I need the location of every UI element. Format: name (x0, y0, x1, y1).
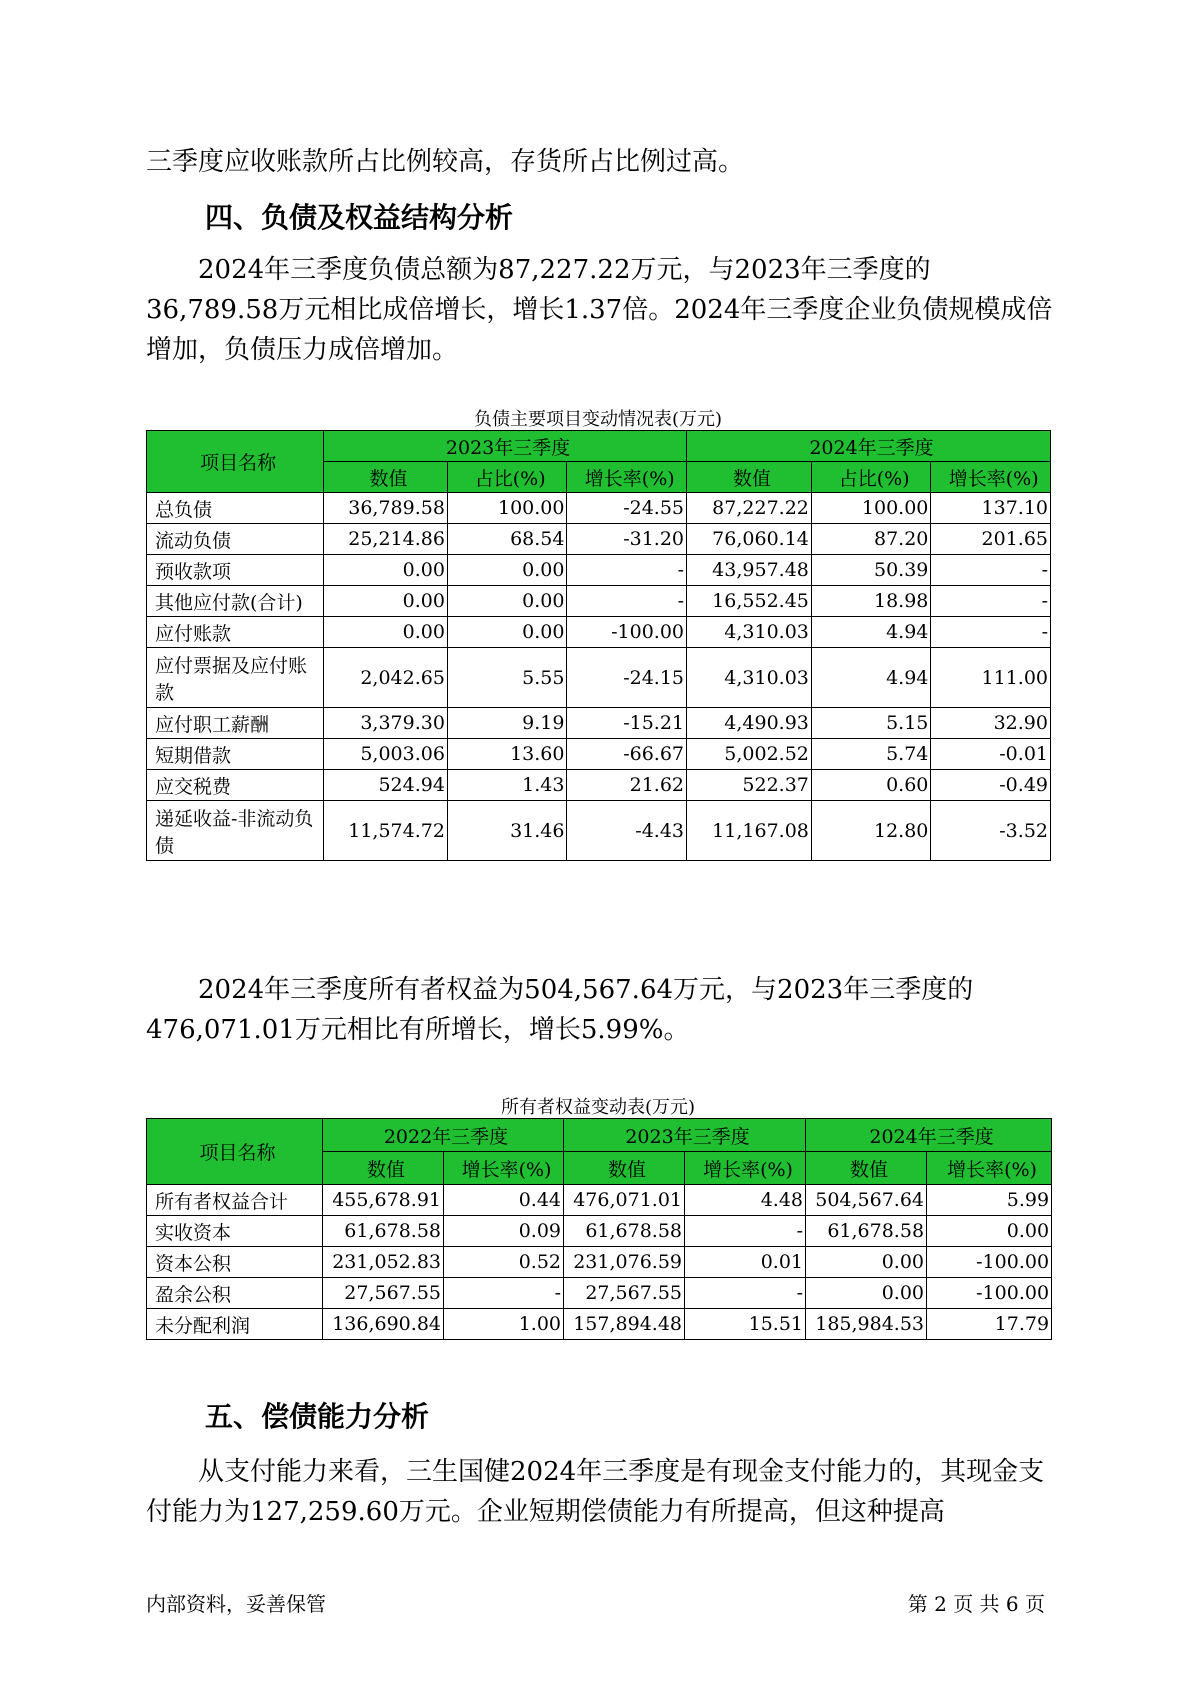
intro-tail-paragraph: 三季度应收账款所占比例较高，存货所占比例过高。 (146, 147, 745, 177)
table-row (147, 739, 1051, 770)
table-cell: 4.48 (685, 1185, 806, 1216)
row-label: 短期借款 (147, 739, 324, 770)
table-cell: 0.00 (806, 1247, 927, 1278)
table-cell: 201.65 (931, 524, 1051, 555)
table-cell: 13.60 (447, 739, 567, 770)
table-1-caption: 负债主要项目变动情况表(万元) (473, 409, 723, 430)
table-cell: 0.00 (324, 555, 448, 586)
row-label: 应付票据及应付账款 (147, 648, 324, 708)
table-cell: - (931, 617, 1051, 648)
table-cell: 157,894.48 (564, 1309, 685, 1340)
group-header: 2023年三季度 (564, 1119, 806, 1152)
table-row (147, 1216, 1052, 1247)
table-row (147, 801, 1051, 861)
table-cell: 17.79 (927, 1309, 1052, 1340)
table-cell: 5.15 (811, 708, 931, 739)
equity-table (146, 1118, 1052, 1340)
table-cell: 0.52 (444, 1247, 564, 1278)
row-label: 应付账款 (147, 617, 324, 648)
table-cell: -66.67 (567, 739, 687, 770)
sub-header: 数值 (323, 1152, 444, 1185)
sub-header: 增长率(%) (931, 462, 1051, 493)
table-cell: 524.94 (324, 770, 448, 801)
table-cell: 137.10 (931, 493, 1051, 524)
table-cell: -24.15 (567, 648, 687, 708)
table-cell: -4.43 (567, 801, 687, 861)
table-cell: 4.94 (811, 617, 931, 648)
table-cell: 61,678.58 (806, 1216, 927, 1247)
table-cell: -3.52 (931, 801, 1051, 861)
table-cell: 0.60 (811, 770, 931, 801)
table-cell: 136,690.84 (323, 1309, 444, 1340)
table-cell: 0.01 (685, 1247, 806, 1278)
row-label: 预收款项 (147, 555, 324, 586)
table-cell: 4.94 (811, 648, 931, 708)
table-cell: 1.00 (444, 1309, 564, 1340)
section-4-paragraph-2: 2024年三季度所有者权益为504,567.64万元，与2023年三季度的476,071.01万元相比有所增长，增长5.99%。 (146, 975, 974, 1045)
table-cell: -100.00 (927, 1278, 1052, 1309)
table-cell: 43,957.48 (687, 555, 812, 586)
table-cell: 32.90 (931, 708, 1051, 739)
liability-table (146, 430, 1051, 861)
table-cell: 87,227.22 (687, 493, 812, 524)
table-cell: 0.09 (444, 1216, 564, 1247)
table-cell: - (931, 555, 1051, 586)
table-row (147, 586, 1051, 617)
group-header: 2024年三季度 (806, 1119, 1052, 1152)
footer-confidential-note: 内部资料，妥善保管 (146, 1592, 326, 1616)
table-cell: 5.99 (927, 1185, 1052, 1216)
table-cell: -100.00 (927, 1247, 1052, 1278)
footer-page-number: 第 2 页 共 6 页 (907, 1592, 1045, 1616)
sub-header: 数值 (324, 462, 448, 493)
group-header: 2022年三季度 (323, 1119, 564, 1152)
section-4-paragraph-1: 2024年三季度负债总额为87,227.22万元，与2023年三季度的36,789.58万元相比成倍增长，增长1.37倍。2024年三季度企业负债规模成倍增加，负债压力成倍增加。 (146, 255, 1053, 365)
table-cell: 15.51 (685, 1309, 806, 1340)
table-row (147, 555, 1051, 586)
table-cell: 4,310.03 (687, 648, 812, 708)
table-cell: - (931, 586, 1051, 617)
table-cell: 36,789.58 (324, 493, 448, 524)
table-cell: 476,071.01 (564, 1185, 685, 1216)
table-cell: 0.44 (444, 1185, 564, 1216)
row-label: 递延收益-非流动负债 (147, 801, 324, 861)
table-cell: 61,678.58 (564, 1216, 685, 1247)
table-cell: 231,052.83 (323, 1247, 444, 1278)
table-cell: - (567, 586, 687, 617)
table-cell: 455,678.91 (323, 1185, 444, 1216)
row-label: 应交税费 (147, 770, 324, 801)
table-cell: 5.74 (811, 739, 931, 770)
table-row (147, 1309, 1052, 1340)
table-cell: 12.80 (811, 801, 931, 861)
section-4-heading: 四、负债及权益结构分析 (205, 201, 514, 234)
table-cell: - (567, 555, 687, 586)
row-label: 未分配利润 (147, 1309, 323, 1340)
row-label: 所有者权益合计 (147, 1185, 323, 1216)
table-cell: -0.01 (931, 739, 1051, 770)
table-cell: -24.55 (567, 493, 687, 524)
table-row (147, 1278, 1052, 1309)
table-cell: 100.00 (447, 493, 567, 524)
group-header: 2023年三季度 (324, 431, 687, 462)
table-cell: - (444, 1278, 564, 1309)
table-cell: 111.00 (931, 648, 1051, 708)
sub-header: 占比(%) (447, 462, 567, 493)
table-cell: 0.00 (447, 586, 567, 617)
sub-header: 增长率(%) (927, 1152, 1052, 1185)
table-cell: -31.20 (567, 524, 687, 555)
section-5-paragraph-1: 从支付能力来看，三生国健2024年三季度是有现金支付能力的，其现金支付能力为127,259.60万元。企业短期偿债能力有所提高，但这种提高 (146, 1457, 1045, 1527)
table-row (147, 708, 1051, 739)
table-cell: 18.98 (811, 586, 931, 617)
table-cell: 76,060.14 (687, 524, 812, 555)
table-cell: 522.37 (687, 770, 812, 801)
table-cell: 0.00 (447, 555, 567, 586)
table-cell: -0.49 (931, 770, 1051, 801)
table-row (147, 1247, 1052, 1278)
table-row (147, 617, 1051, 648)
table-cell: 5,003.06 (324, 739, 448, 770)
sub-header: 占比(%) (811, 462, 931, 493)
table-cell: 50.39 (811, 555, 931, 586)
table-cell: 0.00 (447, 617, 567, 648)
table-cell: 100.00 (811, 493, 931, 524)
table-cell: 25,214.86 (324, 524, 448, 555)
table-cell: 0.00 (324, 617, 448, 648)
corner-header: 项目名称 (147, 431, 324, 493)
table-cell: 87.20 (811, 524, 931, 555)
table-cell: 185,984.53 (806, 1309, 927, 1340)
table-cell: 27,567.55 (323, 1278, 444, 1309)
table-row (147, 524, 1051, 555)
table-cell: - (685, 1216, 806, 1247)
table-cell: 11,167.08 (687, 801, 812, 861)
table-row (147, 493, 1051, 524)
table-cell: 21.62 (567, 770, 687, 801)
table-cell: 61,678.58 (323, 1216, 444, 1247)
table-row (147, 770, 1051, 801)
row-label: 总负债 (147, 493, 324, 524)
sub-header: 数值 (687, 462, 812, 493)
sub-header: 增长率(%) (685, 1152, 806, 1185)
table-cell: 231,076.59 (564, 1247, 685, 1278)
table-cell: 5.55 (447, 648, 567, 708)
table-cell: 0.00 (927, 1216, 1052, 1247)
table-cell: -100.00 (567, 617, 687, 648)
table-row (147, 1185, 1052, 1216)
table-cell: 3,379.30 (324, 708, 448, 739)
sub-header: 增长率(%) (567, 462, 687, 493)
row-label: 资本公积 (147, 1247, 323, 1278)
row-label: 盈余公积 (147, 1278, 323, 1309)
table-cell: 11,574.72 (324, 801, 448, 861)
table-cell: 504,567.64 (806, 1185, 927, 1216)
row-label: 实收资本 (147, 1216, 323, 1247)
table-cell: 5,002.52 (687, 739, 812, 770)
table-cell: 9.19 (447, 708, 567, 739)
table-cell: 68.54 (447, 524, 567, 555)
sub-header: 增长率(%) (444, 1152, 564, 1185)
row-label: 其他应付款(合计) (147, 586, 324, 617)
sub-header: 数值 (564, 1152, 685, 1185)
table-cell: -15.21 (567, 708, 687, 739)
table-cell: 27,567.55 (564, 1278, 685, 1309)
table-cell: 4,490.93 (687, 708, 812, 739)
table-cell: 0.00 (324, 586, 448, 617)
group-header: 2024年三季度 (687, 431, 1051, 462)
row-label: 应付职工薪酬 (147, 708, 324, 739)
table-cell: - (685, 1278, 806, 1309)
table-cell: 16,552.45 (687, 586, 812, 617)
table-cell: 4,310.03 (687, 617, 812, 648)
table-cell: 2,042.65 (324, 648, 448, 708)
table-2-caption: 所有者权益变动表(万元) (500, 1097, 696, 1118)
section-5-heading: 五、偿债能力分析 (205, 1400, 430, 1433)
table-cell: 0.00 (806, 1278, 927, 1309)
table-cell: 31.46 (447, 801, 567, 861)
table-cell: 1.43 (447, 770, 567, 801)
row-label: 流动负债 (147, 524, 324, 555)
table-row (147, 648, 1051, 708)
corner-header: 项目名称 (147, 1119, 323, 1185)
sub-header: 数值 (806, 1152, 927, 1185)
